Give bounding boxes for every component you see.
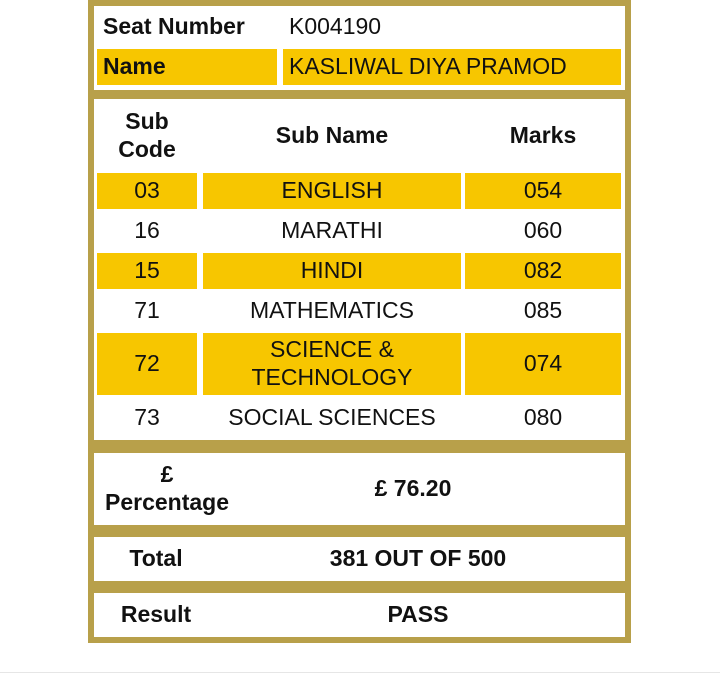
row-subject: MATHEMATICS (250, 297, 414, 324)
row-subject: SOCIAL SCIENCES (228, 404, 436, 431)
row-subject (203, 333, 461, 395)
percentage-label-cell (97, 456, 237, 522)
header-marks: Marks (509, 122, 577, 149)
header-sub-name: Sub Name (275, 122, 389, 149)
row-code: 16 (134, 217, 160, 244)
seat-number-value: K004190 (289, 13, 382, 40)
row-code: 72 (97, 333, 197, 395)
row-marks: 074 (465, 333, 621, 395)
result-box (94, 593, 625, 637)
row-code: 73 (134, 404, 160, 431)
row-subject: ENGLISH (203, 173, 461, 209)
percentage-box (94, 453, 625, 525)
total-value: 381 OUT OF 500 (329, 545, 507, 572)
page-divider (0, 672, 720, 673)
row-subject: MARATHI (281, 217, 383, 244)
row-subject-text: SCIENCE & TECHNOLOGY (251, 336, 413, 390)
row-subject: HINDI (203, 253, 461, 289)
seat-number-label: Seat Number (103, 13, 245, 40)
marksheet-card (88, 0, 631, 643)
header-sub-code (97, 102, 197, 170)
row-marks: 085 (523, 297, 563, 324)
row-marks: 082 (465, 253, 621, 289)
header-sub-code-text: Sub Code (118, 108, 176, 162)
name-label: Name (97, 49, 277, 85)
result-label: Result (120, 601, 192, 628)
row-code: 03 (97, 173, 197, 209)
row-code: 71 (134, 297, 160, 324)
row-marks: 060 (523, 217, 563, 244)
row-marks: 054 (465, 173, 621, 209)
percentage-label: Percentage (104, 489, 229, 515)
row-marks: 080 (523, 404, 563, 431)
total-label: Total (129, 545, 183, 572)
marks-table (94, 99, 625, 440)
result-value: PASS (387, 601, 449, 628)
row-code: 15 (97, 253, 197, 289)
student-info-box (94, 6, 625, 90)
total-box (94, 537, 625, 581)
percentage-value: £ 76.20 (374, 475, 452, 502)
pound-symbol: £ (160, 461, 174, 488)
name-value: KASLIWAL DIYA PRAMOD (283, 49, 621, 85)
